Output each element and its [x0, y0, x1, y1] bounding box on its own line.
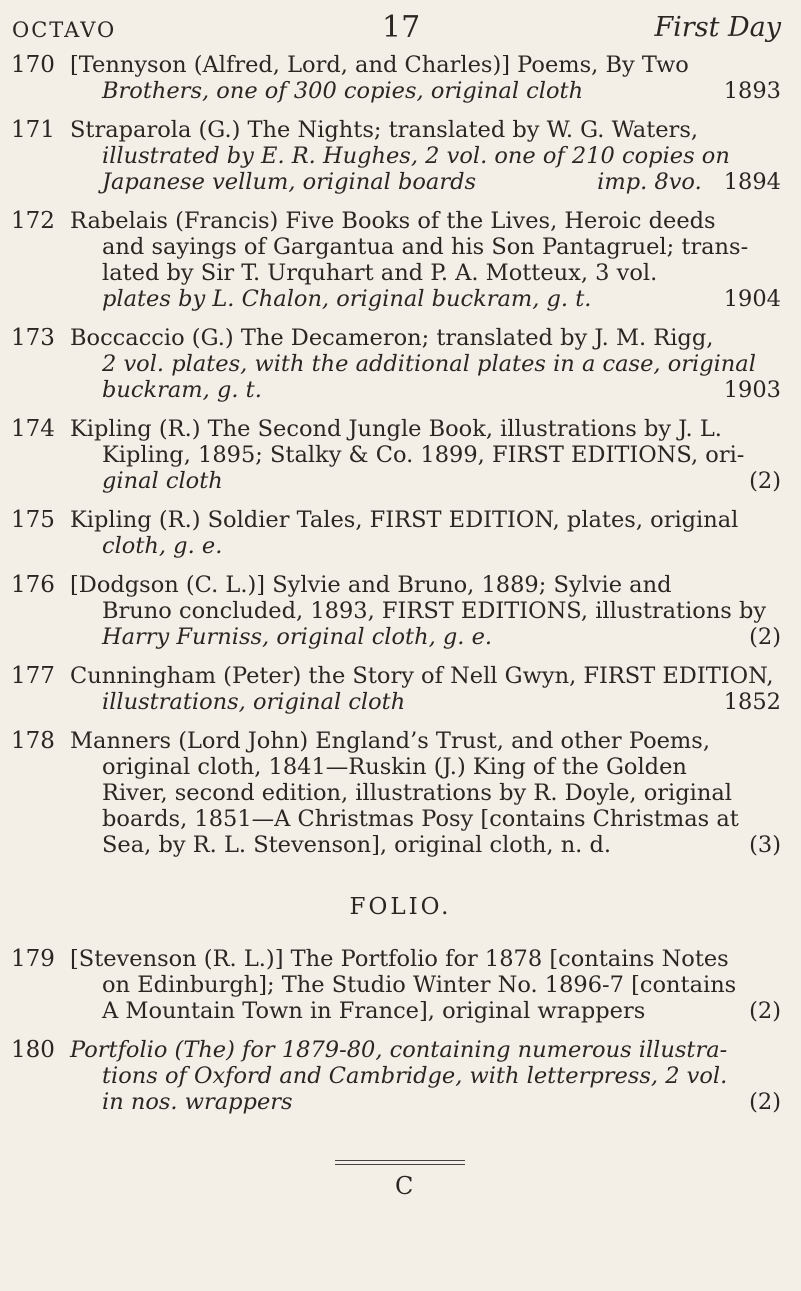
entry-line: Sea, by R. L. Stevenson], original cloth, n. d. [102, 832, 612, 858]
lot-number: 170 [11, 52, 55, 78]
entry-line: lated by Sir T. Urquhart and P. A. Motteux, 3 vol. [102, 260, 658, 286]
entry-line: illustrations, original cloth [102, 689, 406, 715]
entry-date: (2) [749, 624, 781, 650]
entry-line: illustrated by E. R. Hughes, 2 vol. one of 210 copies on [102, 143, 730, 169]
entry-line: plates by L. Chalon, original buckram, g. t. [102, 286, 592, 312]
entry-line: original cloth, 1841—Ruskin (J.) King of the Golden [102, 754, 687, 780]
entry-date: 1904 [723, 286, 781, 312]
entry-line: [Stevenson (R. L.)] The Portfolio for 1878 [contains Notes [70, 946, 729, 972]
lot-number: 172 [11, 208, 55, 234]
entry-line: 2 vol. plates, with the additional plates in a case, original [102, 351, 756, 377]
lot-number: 171 [11, 117, 55, 143]
entry-date: (3) [749, 832, 781, 858]
lot-entry [0, 946, 801, 1024]
entry-format: imp. 8vo. [597, 169, 702, 195]
sale-day: First Day [654, 12, 781, 43]
entry-line: buckram, g. t. [102, 377, 262, 403]
end-rule [335, 1160, 465, 1165]
entry-date: 1903 [723, 377, 781, 403]
entry-line: Manners (Lord John) England’s Trust, and other Poems, [70, 728, 710, 754]
entry-line: cloth, g. e. [102, 533, 223, 559]
entry-line: in nos. wrappers [102, 1089, 293, 1115]
entry-date: (2) [749, 998, 781, 1024]
entry-line: ginal cloth [102, 468, 223, 494]
lot-entry [0, 117, 801, 195]
lot-number: 179 [11, 946, 55, 972]
entry-line: A Mountain Town in France], original wrappers [102, 998, 646, 1024]
lot-number: 173 [11, 325, 55, 351]
entry-line: Portfolio (The) for 1879-80, containing numerous illustra- [70, 1037, 728, 1063]
lot-entry [0, 507, 801, 559]
entry-line: Brothers, one of 300 copies, original cloth [102, 78, 584, 104]
lot-entry [0, 663, 801, 715]
entry-line: Kipling (R.) Soldier Tales, FIRST EDITION, plates, original [70, 507, 739, 533]
entry-line: Kipling (R.) The Second Jungle Book, illustrations by J. L. [70, 416, 722, 442]
entry-date: (2) [749, 468, 781, 494]
entry-line: Straparola (G.) The Nights; translated by W. G. Waters, [70, 117, 699, 143]
folio-heading: FOLIO. [349, 894, 452, 920]
entry-line: Harry Furniss, original cloth, g. e. [102, 624, 493, 650]
lot-entry [0, 728, 801, 858]
lot-number: 175 [11, 507, 55, 533]
lot-entry [0, 208, 801, 312]
entry-line: on Edinburgh]; The Studio Winter No. 1896-7 [contains [102, 972, 737, 998]
lot-number: 180 [11, 1037, 55, 1063]
entry-line: Boccaccio (G.) The Decameron; translated by J. M. Rigg, [70, 325, 714, 351]
lot-entry [0, 1037, 801, 1115]
lot-number: 177 [11, 663, 55, 689]
lot-number: 174 [11, 416, 55, 442]
entry-line: Rabelais (Francis) Five Books of the Lives, Heroic deeds [70, 208, 716, 234]
entry-date: 1852 [723, 689, 781, 715]
entry-line: [Dodgson (C. L.)] Sylvie and Bruno, 1889; Sylvie and [70, 572, 672, 598]
lot-entry [0, 52, 801, 104]
entry-line: Kipling, 1895; Stalky & Co. 1899, FIRST EDITIONS, ori- [102, 442, 745, 468]
entry-line: River, second edition, illustrations by R. Doyle, original [102, 780, 732, 806]
entry-date: 1893 [723, 78, 781, 104]
entry-line: boards, 1851—A Christmas Posy [contains Christmas at [102, 806, 739, 832]
lot-entry [0, 416, 801, 494]
lot-entry [0, 572, 801, 650]
entry-line: tions of Oxford and Cambridge, with letterpress, 2 vol. [102, 1063, 728, 1089]
lot-entry [0, 325, 801, 403]
page-header [12, 10, 789, 50]
page-number: 17 [382, 10, 421, 45]
entry-line: [Tennyson (Alfred, Lord, and Charles)] Poems, By Two [70, 52, 689, 78]
entry-date: 1894 [723, 169, 781, 195]
lot-number: 178 [11, 728, 55, 754]
entry-line: and sayings of Gargantua and his Son Pantagruel; trans- [102, 234, 749, 260]
catalogue-entries [0, 52, 801, 1128]
signature-mark: C [395, 1172, 414, 1200]
lot-number: 176 [11, 572, 55, 598]
entry-date: (2) [749, 1089, 781, 1115]
entry-line: Japanese vellum, original boards [102, 169, 477, 195]
entry-line: Bruno concluded, 1893, FIRST EDITIONS, illustrations by [102, 598, 767, 624]
entry-line: Cunningham (Peter) the Story of Nell Gwyn, FIRST EDITION, [70, 663, 774, 689]
section-title: OCTAVO [12, 18, 117, 42]
